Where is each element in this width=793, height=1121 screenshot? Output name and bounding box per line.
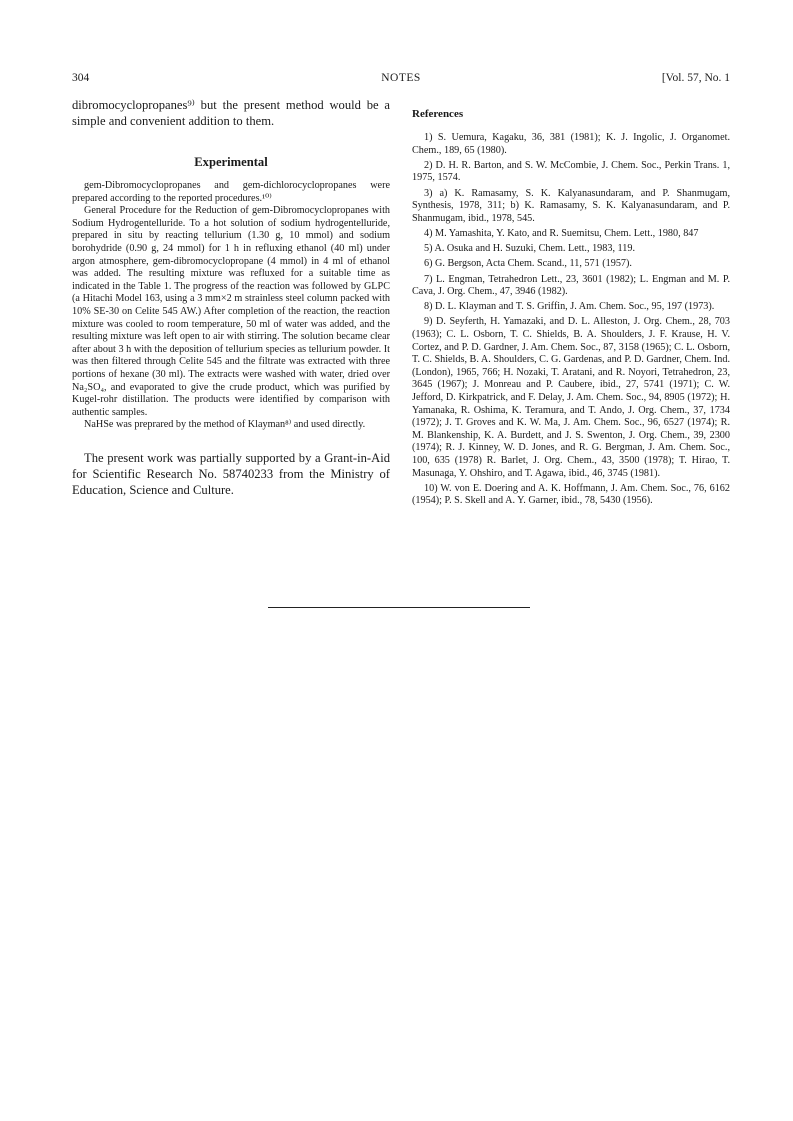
experimental-paragraph-2: General Procedure for the Reduction of gem-Dibromocyclopropanes with Sodium Hydrogentelluride. To a hot solution of sodium hydrogentelluride, prepared in situ by reacting tellurium (1.30 g, 10 mmol) and sodium borohydride (0.90 g, 24 mmol) for 1 h in refluxing ethanol (40 ml) under argon atmosphere, gem-dibromocyclopropane (4 mmol) in 4 ml of ethanol was added. The resulting mixture was refluxed for a suitable time as indicated in the Table 1. The progress of the reaction was followed by GLPC (a Hitachi Model 163, using a 3 mm×2 m strainless steel column packed with 10% SE-30 on Celite 545 AW.) After completion of the reaction, the reaction mixture was cooled to room temperature, 50 ml of water was added, and the resulting mixture was left open to air with stirring. The solution became clear after about 3 h with the deposition of tellurium species as tellurium powder. It was then filtered through Celite 545 and the filtrate was extracted with three portions of hexane (30 ml). The extracts were washed with water, dried over Na₂SO₄, and evaporated to give the crude product, which was purified by Kugel-rohr distillation. The products were identified by comparison with authentic samples.: [72, 205, 390, 418]
reference-item: 8) D. L. Klayman and T. S. Griffin, J. Am. Chem. Soc., 95, 197 (1973).: [424, 301, 715, 313]
volume-label: [Vol. 57, No. 1: [661, 72, 730, 84]
page-header: [72, 72, 730, 88]
references-heading: References: [412, 108, 464, 120]
acknowledgement: The present work was partially supported by a Grant-in-Aid for Scientific Research No. 58740233 from the Ministry of Education, Science and Culture.: [72, 450, 390, 497]
left-column: [72, 97, 390, 498]
reference-item: 2) D. H. R. Barton, and S. W. McCombie, J. Chem. Soc., Perkin Trans. 1, 1975, 1574.: [412, 159, 730, 184]
reference-item: 3) a) K. Ramasamy, S. K. Kalyanasundaram, and P. Shanmugam, Synthesis, 1978, 311; b) K. Ramasamy, S. K. Kalyanasundaram, and P. Shanmugam, ibid., 1978, 545.: [412, 187, 730, 224]
reference-item: 10) W. von E. Doering and A. K. Hoffmann, J. Am. Chem. Soc., 76, 6162 (1954); P. S. Skell and A. Y. Garner, ibid., 78, 5430 (1956).: [412, 482, 730, 507]
reference-list: [412, 132, 730, 508]
reference-item: 4) M. Yamashita, Y. Kato, and R. Suemitsu, Chem. Lett., 1980, 847: [424, 227, 699, 239]
reference-item: 9) D. Seyferth, H. Yamazaki, and D. L. Alleston, J. Org. Chem., 28, 703 (1963); C. L. Osborn, T. C. Shields, B. A. Shoulders, J. F. Krause, H. V. Cortez, and P. D. Gardner, J. Am. Chem. Soc., 87, 3158 (1965); C. L. Osborn, T. C. Shields, B. A. Shoulders, C. G. Gardenas, and P. D. Gardner, Chem. Ind. (London), 1965, 766; H. Nozaki, T. Aratani, and R. Noyori, Tetrahedron, 23, 3645 (1967); J. Monreau and P. Caubere, ibid., 27, 5741 (1971); C. W. Jefford, D. Kirkpatrick, and F. Delay, J. Am. Chem. Soc., 94, 8905 (1972); H. Yamanaka, R. Oshima, K. Teramura, and T. Ando, J. Org. Chem., 37, 1734 (1972); J. T. Groves and K. W. Ma, J. Am. Chem. Soc., 96, 6527 (1974); R. M. Blankenship, K. A. Burdett, and J. S. Swenton, J. Org. Chem., 39, 2300 (1974); R. J. Kinney, W. D. Jones, and R. G. Bergman, J. Am. Chem. Soc., 100, 635 (1978) R. Barlet, J. Org. Chem., 43, 3500 (1978); T. Hirao, T. Masunaga, Y. Ohshiro, and T. Agawa, ibid., 46, 3745 (1981).: [412, 316, 731, 479]
reference-item: 7) L. Engman, Tetrahedron Lett., 23, 3601 (1982); L. Engman and M. P. Cava, J. Org. Chem., 47, 3946 (1982).: [412, 273, 730, 298]
end-rule: [268, 607, 530, 608]
references-column: [412, 108, 730, 511]
section-title: NOTES: [381, 72, 421, 84]
experimental-paragraph-1: gem-Dibromocyclopropanes and gem-dichlorocyclopropanes were prepared according to the reported procedures.¹⁰⁾: [72, 180, 390, 204]
experimental-paragraph-3: NaHSe was preprared by the method of Klayman⁸⁾ and used directly.: [84, 419, 366, 431]
reference-item: 1) S. Uemura, Kagaku, 36, 381 (1981); K. J. Ingolic, J. Organomet. Chem., 189, 65 (1980).: [412, 132, 730, 156]
intro-paragraph: dibromocyclopropanes⁹⁾ but the present method would be a simple and convenient addition to them.: [72, 98, 390, 128]
reference-item: 6) G. Bergson, Acta Chem. Scand., 11, 571 (1957).: [424, 258, 632, 270]
experimental-heading: Experimental: [194, 155, 268, 169]
page-number: 304: [72, 72, 90, 84]
reference-item: 5) A. Osuka and H. Suzuki, Chem. Lett., 1983, 119.: [424, 243, 635, 255]
